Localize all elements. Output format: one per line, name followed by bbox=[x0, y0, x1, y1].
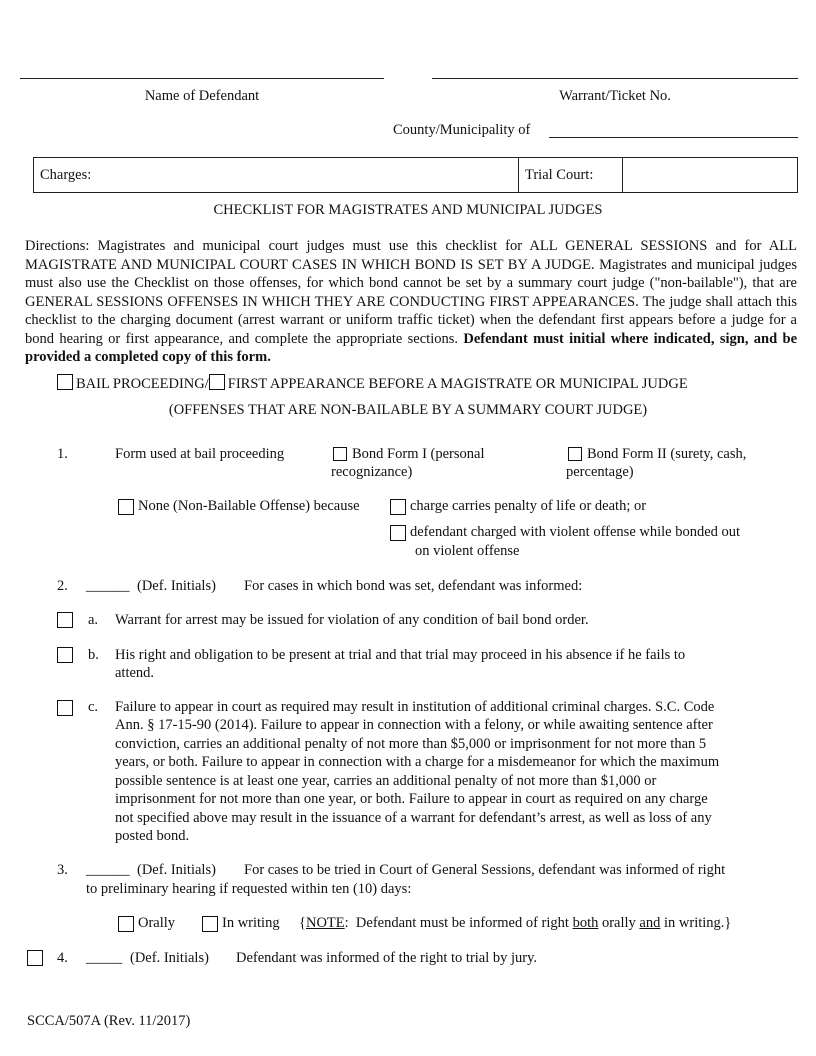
item2-initials-label: (Def. Initials) bbox=[137, 578, 216, 594]
form-title: CHECKLIST FOR MAGISTRATES AND MUNICIPAL JUDGES bbox=[213, 202, 603, 218]
item4-initials-label: (Def. Initials) bbox=[130, 950, 209, 966]
county-field[interactable] bbox=[549, 137, 798, 138]
note-text-c: in writing.} bbox=[660, 915, 732, 931]
bail-proceeding-label: BAIL PROCEEDING/ bbox=[76, 376, 209, 392]
charges-divider bbox=[518, 158, 519, 192]
bond-form-1-label-line1: Bond Form I (personal bbox=[352, 446, 485, 462]
item2c-checkbox[interactable] bbox=[57, 700, 73, 716]
proceeding-options bbox=[57, 374, 688, 393]
in-writing-checkbox[interactable] bbox=[202, 916, 218, 932]
warrant-number-line[interactable] bbox=[432, 78, 798, 79]
note-and: and bbox=[639, 915, 661, 931]
item2b-letter: b. bbox=[88, 647, 99, 663]
item2b-line2: attend. bbox=[115, 665, 155, 681]
violent-offense-label-line1: defendant charged with violent offense while bonded out bbox=[410, 524, 741, 540]
directions-text: Directions: Magistrates and municipal court judges must use this checklist for ALL GENERAL SESSIONS and for ALL MAGISTRATE AND MUNICIPAL COURT CASES IN WHICH BOND IS SET BY A JUDGE. Magistrates and municipal judges must also use the Checklist on those offenses, for which bond cannot be set by a summary court judge ("non-bailable"), that are GENERAL SESSIONS OFFENSES IN WHICH THEY ARE CONDUCTING FIRST APPEARANCES. The judge shall attach this checklist to the charging document (arrest warrant or uniform traffic ticket) when the defendant first appears before a judge for a bond hearing or first appearance, and complete the appropriate sections. bbox=[25, 238, 797, 347]
directions-bold-text: Defendant must initial where indicated, sign, and be provided a completed copy of this form. bbox=[25, 330, 798, 365]
item2a-letter: a. bbox=[88, 612, 99, 628]
item4-text: Defendant was informed of the right to trial by jury. bbox=[236, 950, 538, 966]
item4-initials-blank[interactable]: _____ bbox=[86, 950, 123, 966]
note-text-a: : Defendant must be informed of right bbox=[344, 915, 573, 931]
item2c-line: Failure to appear in court as required may result in institution of additional criminal charges. S.C. Code bbox=[115, 699, 715, 715]
item2-number: 2. bbox=[57, 578, 68, 594]
bail-proceeding-checkbox[interactable] bbox=[57, 374, 73, 390]
item4-checkbox[interactable] bbox=[27, 950, 43, 966]
item2b-line1: His right and obligation to be present at trial and that trial may proceed in his absence if he fails to bbox=[115, 647, 686, 663]
trial-court-field[interactable] bbox=[624, 158, 796, 192]
item3-line2: to preliminary hearing if requested within ten (10) days: bbox=[86, 881, 412, 897]
violent-offense-label-line2: on violent offense bbox=[415, 543, 520, 559]
none-non-bailable-checkbox[interactable] bbox=[118, 499, 134, 515]
first-appearance-label: FIRST APPEARANCE BEFORE A MAGISTRATE OR MUNICIPAL JUDGE bbox=[227, 376, 688, 392]
life-or-death-checkbox[interactable] bbox=[390, 499, 406, 515]
note-text-b: orally bbox=[598, 915, 640, 931]
warrant-number-label: Warrant/Ticket No. bbox=[559, 88, 671, 104]
first-appearance-checkbox[interactable] bbox=[209, 374, 225, 390]
note-label: NOTE bbox=[305, 915, 345, 931]
form-id: SCCA/507A (Rev. 11/2017) bbox=[27, 1013, 191, 1029]
county-label: County/Municipality of bbox=[393, 122, 531, 138]
charges-row bbox=[33, 157, 798, 193]
item2a-text: Warrant for arrest may be issued for violation of any condition of bail bond order. bbox=[115, 612, 589, 628]
charges-label: Charges: bbox=[40, 167, 92, 183]
note-both: both bbox=[572, 915, 599, 931]
item1-label: Form used at bail proceeding bbox=[115, 446, 285, 462]
item2-initials-blank[interactable]: ______ bbox=[86, 578, 130, 594]
item2c-line: conviction, carries an additional penalty of not more than $5,000 or imprisonment for not more than 5 bbox=[115, 736, 707, 752]
item3-number: 3. bbox=[57, 862, 68, 878]
trial-court-divider bbox=[622, 158, 623, 192]
item2-text: For cases in which bond was set, defendant was informed: bbox=[244, 578, 583, 594]
item3-note bbox=[299, 915, 731, 932]
defendant-name-label: Name of Defendant bbox=[144, 88, 260, 104]
note-open-brace: { bbox=[299, 915, 306, 931]
life-or-death-label: charge carries penalty of life or death; or bbox=[410, 498, 647, 514]
proceeding-subtitle: (OFFENSES THAT ARE NON-BAILABLE BY A SUMMARY COURT JUDGE) bbox=[168, 402, 648, 418]
item2a-checkbox[interactable] bbox=[57, 612, 73, 628]
bond-form-2-label-line2: percentage) bbox=[566, 464, 634, 480]
directions-paragraph bbox=[25, 237, 797, 367]
item2c-line: possible sentence is at least one year, carries an additional penalty of not more than $1,000 or bbox=[115, 773, 657, 789]
bond-form-1-checkbox[interactable] bbox=[333, 447, 347, 461]
item2c-line: years, or both. Failure to appear in connection with a charge for a misdemeanor for which the maximum bbox=[115, 754, 720, 770]
bond-form-2-label-line1: Bond Form II (surety, cash, bbox=[587, 446, 747, 462]
item2c-letter: c. bbox=[88, 699, 99, 715]
bond-form-2-checkbox[interactable] bbox=[568, 447, 582, 461]
item3-initials-blank[interactable]: ______ bbox=[86, 862, 130, 878]
trial-court-label: Trial Court: bbox=[525, 167, 594, 183]
item3-initials-label: (Def. Initials) bbox=[137, 862, 216, 878]
item1-number: 1. bbox=[57, 446, 68, 462]
item2c-line: posted bond. bbox=[115, 828, 190, 844]
item2c-line: Ann. § 17-15-90 (2014). Failure to appear in connection with a felony, or while awaiting sentence after bbox=[115, 717, 713, 733]
orally-label: Orally bbox=[138, 915, 176, 931]
item4-number: 4. bbox=[57, 950, 68, 966]
defendant-name-line[interactable] bbox=[20, 78, 384, 79]
violent-offense-checkbox[interactable] bbox=[390, 525, 406, 541]
orally-checkbox[interactable] bbox=[118, 916, 134, 932]
bond-form-1-label-line2: recognizance) bbox=[331, 464, 413, 480]
item3-line1: For cases to be tried in Court of General Sessions, defendant was informed of right bbox=[244, 862, 726, 878]
item2c-line: imprisonment for not more than one year, or both. Failure to appear in court as required on any charge bbox=[115, 791, 708, 807]
item2b-checkbox[interactable] bbox=[57, 647, 73, 663]
none-non-bailable-label: None (Non-Bailable Offense) because bbox=[138, 498, 360, 514]
in-writing-label: In writing bbox=[222, 915, 280, 931]
item2c-line: not specified above may result in the issuance of a warrant for defendant’s arrest, as well as loss of any bbox=[115, 810, 712, 826]
